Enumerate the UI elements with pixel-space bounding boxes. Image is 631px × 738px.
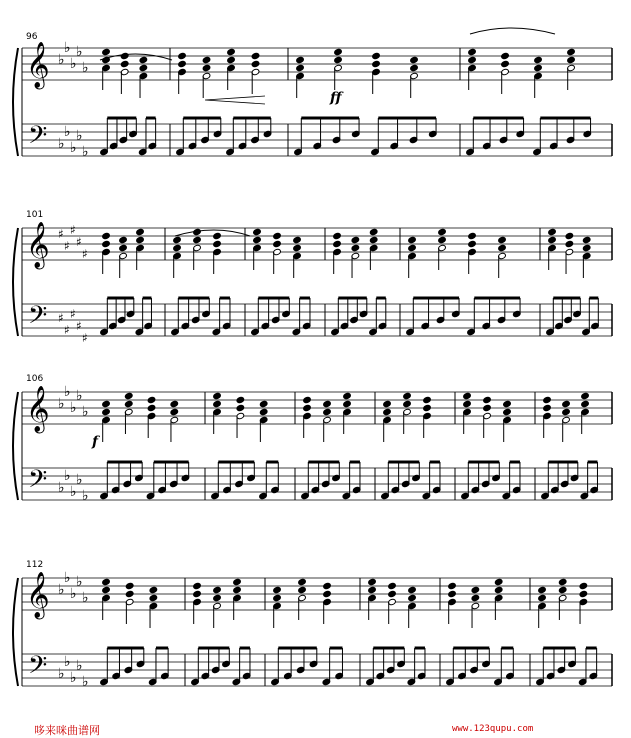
notehead	[213, 400, 222, 407]
notehead	[149, 594, 158, 601]
notehead	[581, 392, 590, 399]
sharp-sign: ♯	[58, 227, 64, 241]
notehead	[438, 236, 447, 243]
notehead	[494, 578, 503, 585]
notehead	[193, 236, 202, 243]
notehead	[448, 590, 457, 597]
notehead	[303, 404, 312, 411]
flat-sign: ♭	[58, 582, 65, 598]
notehead	[408, 236, 417, 243]
notehead	[538, 586, 547, 593]
notehead	[383, 400, 392, 407]
notehead	[471, 594, 480, 601]
notehead	[471, 586, 480, 593]
notehead	[102, 400, 111, 407]
notehead	[463, 400, 472, 407]
sharp-sign: ♯	[82, 331, 88, 345]
notehead	[298, 578, 307, 585]
notehead	[296, 56, 305, 63]
notehead	[136, 236, 145, 243]
system-brace	[13, 392, 18, 500]
flat-sign: ♭	[58, 480, 65, 496]
notehead	[468, 240, 477, 247]
notehead	[388, 590, 397, 597]
notehead	[213, 594, 222, 601]
notehead	[193, 590, 202, 597]
notehead	[408, 244, 417, 251]
notehead	[273, 232, 282, 239]
notehead	[102, 408, 111, 415]
flat-sign: ♭	[76, 574, 83, 590]
notehead	[120, 52, 129, 59]
flat-sign: ♭	[58, 396, 65, 412]
notehead	[333, 232, 342, 239]
flat-sign: ♭	[70, 484, 77, 500]
notehead	[579, 590, 588, 597]
notehead	[236, 396, 245, 403]
notehead	[233, 586, 242, 593]
flat-sign: ♭	[64, 124, 71, 140]
notehead	[582, 244, 591, 251]
dynamic-forte: f	[92, 434, 99, 450]
notehead	[468, 232, 477, 239]
measure-number-106: 106	[26, 374, 44, 384]
bass-clef: 𝄢	[28, 465, 48, 500]
notehead	[139, 56, 148, 63]
treble-clef: 𝄞	[26, 42, 50, 88]
notehead	[538, 594, 547, 601]
notehead	[388, 582, 397, 589]
notehead	[178, 52, 187, 59]
notehead	[136, 228, 145, 235]
treble-clef: 𝄞	[26, 386, 50, 432]
notehead	[494, 586, 503, 593]
notehead	[334, 48, 343, 55]
notehead	[259, 400, 268, 407]
sharp-sign: ♯	[64, 239, 70, 253]
crescendo-hairpin	[205, 96, 265, 104]
notehead	[483, 396, 492, 403]
notehead	[567, 48, 576, 55]
notehead	[178, 60, 187, 67]
notehead	[423, 396, 432, 403]
system-brace	[13, 228, 18, 336]
notehead	[102, 578, 111, 585]
notehead	[581, 400, 590, 407]
measure-number-96: 96	[26, 32, 38, 42]
bass-clef: 𝄢	[28, 301, 48, 336]
notehead	[468, 48, 477, 55]
notehead	[534, 56, 543, 63]
notehead	[213, 240, 222, 247]
flat-sign: ♭	[76, 658, 83, 674]
notehead	[448, 582, 457, 589]
notehead	[410, 64, 419, 71]
flat-sign: ♭	[64, 654, 71, 670]
notehead	[383, 408, 392, 415]
notehead	[236, 404, 245, 411]
treble-clef: 𝄞	[26, 572, 50, 618]
dynamic-fortissimo: ff	[330, 90, 342, 106]
notehead	[125, 582, 134, 589]
flat-sign: ♭	[64, 384, 71, 400]
sharp-sign: ♯	[58, 311, 64, 325]
notehead	[579, 582, 588, 589]
flat-sign: ♭	[70, 140, 77, 156]
notehead	[173, 236, 182, 243]
notehead	[170, 400, 179, 407]
notehead	[102, 586, 111, 593]
notehead	[147, 396, 156, 403]
notehead	[102, 240, 111, 247]
notehead	[501, 52, 510, 59]
flat-sign: ♭	[64, 40, 71, 56]
notehead	[170, 408, 179, 415]
notehead	[173, 244, 182, 251]
notehead	[562, 408, 571, 415]
notehead	[298, 586, 307, 593]
notehead	[147, 404, 156, 411]
notehead	[233, 578, 242, 585]
notehead	[403, 392, 412, 399]
notehead	[468, 56, 477, 63]
notehead	[102, 48, 111, 55]
notehead	[548, 236, 557, 243]
bass-clef: 𝄢	[28, 121, 48, 156]
notehead	[259, 408, 268, 415]
notehead	[149, 586, 158, 593]
notehead	[119, 244, 128, 251]
notehead	[334, 56, 343, 63]
notehead	[293, 236, 302, 243]
flat-sign: ♭	[82, 674, 89, 690]
flat-sign: ♭	[76, 44, 83, 60]
notehead	[343, 400, 352, 407]
notehead	[102, 232, 111, 239]
notehead	[227, 56, 236, 63]
notehead	[343, 392, 352, 399]
notehead	[368, 586, 377, 593]
notehead	[543, 404, 552, 411]
notehead	[408, 586, 417, 593]
notehead	[227, 48, 236, 55]
notehead	[403, 400, 412, 407]
notehead	[213, 586, 222, 593]
notehead	[213, 232, 222, 239]
notehead	[273, 240, 282, 247]
notehead	[124, 392, 133, 399]
notehead	[369, 236, 378, 243]
notehead	[410, 56, 419, 63]
notehead	[438, 228, 447, 235]
notehead	[296, 64, 305, 71]
notehead	[125, 590, 134, 597]
notehead	[253, 228, 262, 235]
flat-sign: ♭	[58, 666, 65, 682]
tie	[100, 54, 172, 60]
notehead	[408, 594, 417, 601]
notehead	[369, 228, 378, 235]
flat-sign: ♭	[70, 586, 77, 602]
notehead	[543, 396, 552, 403]
notehead	[251, 60, 260, 67]
notehead	[323, 590, 332, 597]
flat-sign: ♭	[64, 468, 71, 484]
flat-sign: ♭	[76, 128, 83, 144]
sharp-sign: ♯	[76, 235, 82, 249]
flat-sign: ♭	[82, 144, 89, 160]
notehead	[501, 60, 510, 67]
notehead	[368, 578, 377, 585]
notehead	[372, 60, 381, 67]
notehead	[565, 240, 574, 247]
flat-sign: ♭	[58, 136, 65, 152]
flat-sign: ♭	[58, 52, 65, 68]
flat-sign: ♭	[82, 590, 89, 606]
notehead	[193, 582, 202, 589]
notehead	[323, 408, 332, 415]
notehead	[498, 244, 507, 251]
sharp-sign: ♯	[70, 307, 76, 321]
notehead	[562, 400, 571, 407]
system-brace	[13, 578, 18, 686]
notehead	[323, 582, 332, 589]
notehead	[119, 236, 128, 243]
notehead	[463, 392, 472, 399]
notehead	[558, 586, 567, 593]
notehead	[251, 52, 260, 59]
notehead	[498, 236, 507, 243]
notehead	[423, 404, 432, 411]
notehead	[202, 64, 211, 71]
site-name-watermark: 哆来咪曲谱网	[34, 724, 100, 737]
notehead	[333, 240, 342, 247]
sharp-sign: ♯	[70, 223, 76, 237]
notehead	[139, 64, 148, 71]
flat-sign: ♭	[76, 472, 83, 488]
notehead	[202, 56, 211, 63]
notehead	[351, 236, 360, 243]
notehead	[503, 408, 512, 415]
flat-sign: ♭	[70, 670, 77, 686]
site-url-watermark: www.123qupu.com	[452, 724, 534, 734]
flat-sign: ♭	[76, 388, 83, 404]
sharp-sign: ♯	[64, 323, 70, 337]
notehead	[582, 236, 591, 243]
notehead	[273, 586, 282, 593]
flat-sign: ♭	[64, 570, 71, 586]
notehead	[323, 400, 332, 407]
notehead	[567, 56, 576, 63]
system-brace	[13, 48, 18, 156]
treble-clef: 𝄞	[26, 222, 50, 268]
notehead	[293, 244, 302, 251]
tie	[175, 230, 250, 236]
notehead	[503, 400, 512, 407]
notehead	[273, 594, 282, 601]
notehead	[558, 578, 567, 585]
notehead	[303, 396, 312, 403]
notehead	[213, 392, 222, 399]
flat-sign: ♭	[82, 404, 89, 420]
notehead	[372, 52, 381, 59]
bass-clef: 𝄢	[28, 651, 48, 686]
flat-sign: ♭	[70, 400, 77, 416]
notehead	[124, 400, 133, 407]
flat-sign: ♭	[70, 56, 77, 72]
measure-number-101: 101	[26, 210, 44, 220]
notehead	[253, 236, 262, 243]
measure-number-112: 112	[26, 560, 44, 570]
notehead	[534, 64, 543, 71]
flat-sign: ♭	[82, 488, 89, 504]
notehead	[565, 232, 574, 239]
flat-sign: ♭	[82, 60, 89, 76]
sharp-sign: ♯	[82, 247, 88, 261]
tie	[470, 28, 555, 34]
sharp-sign: ♯	[76, 319, 82, 333]
notehead	[120, 60, 129, 67]
notehead	[483, 404, 492, 411]
notehead	[351, 244, 360, 251]
notehead	[548, 228, 557, 235]
